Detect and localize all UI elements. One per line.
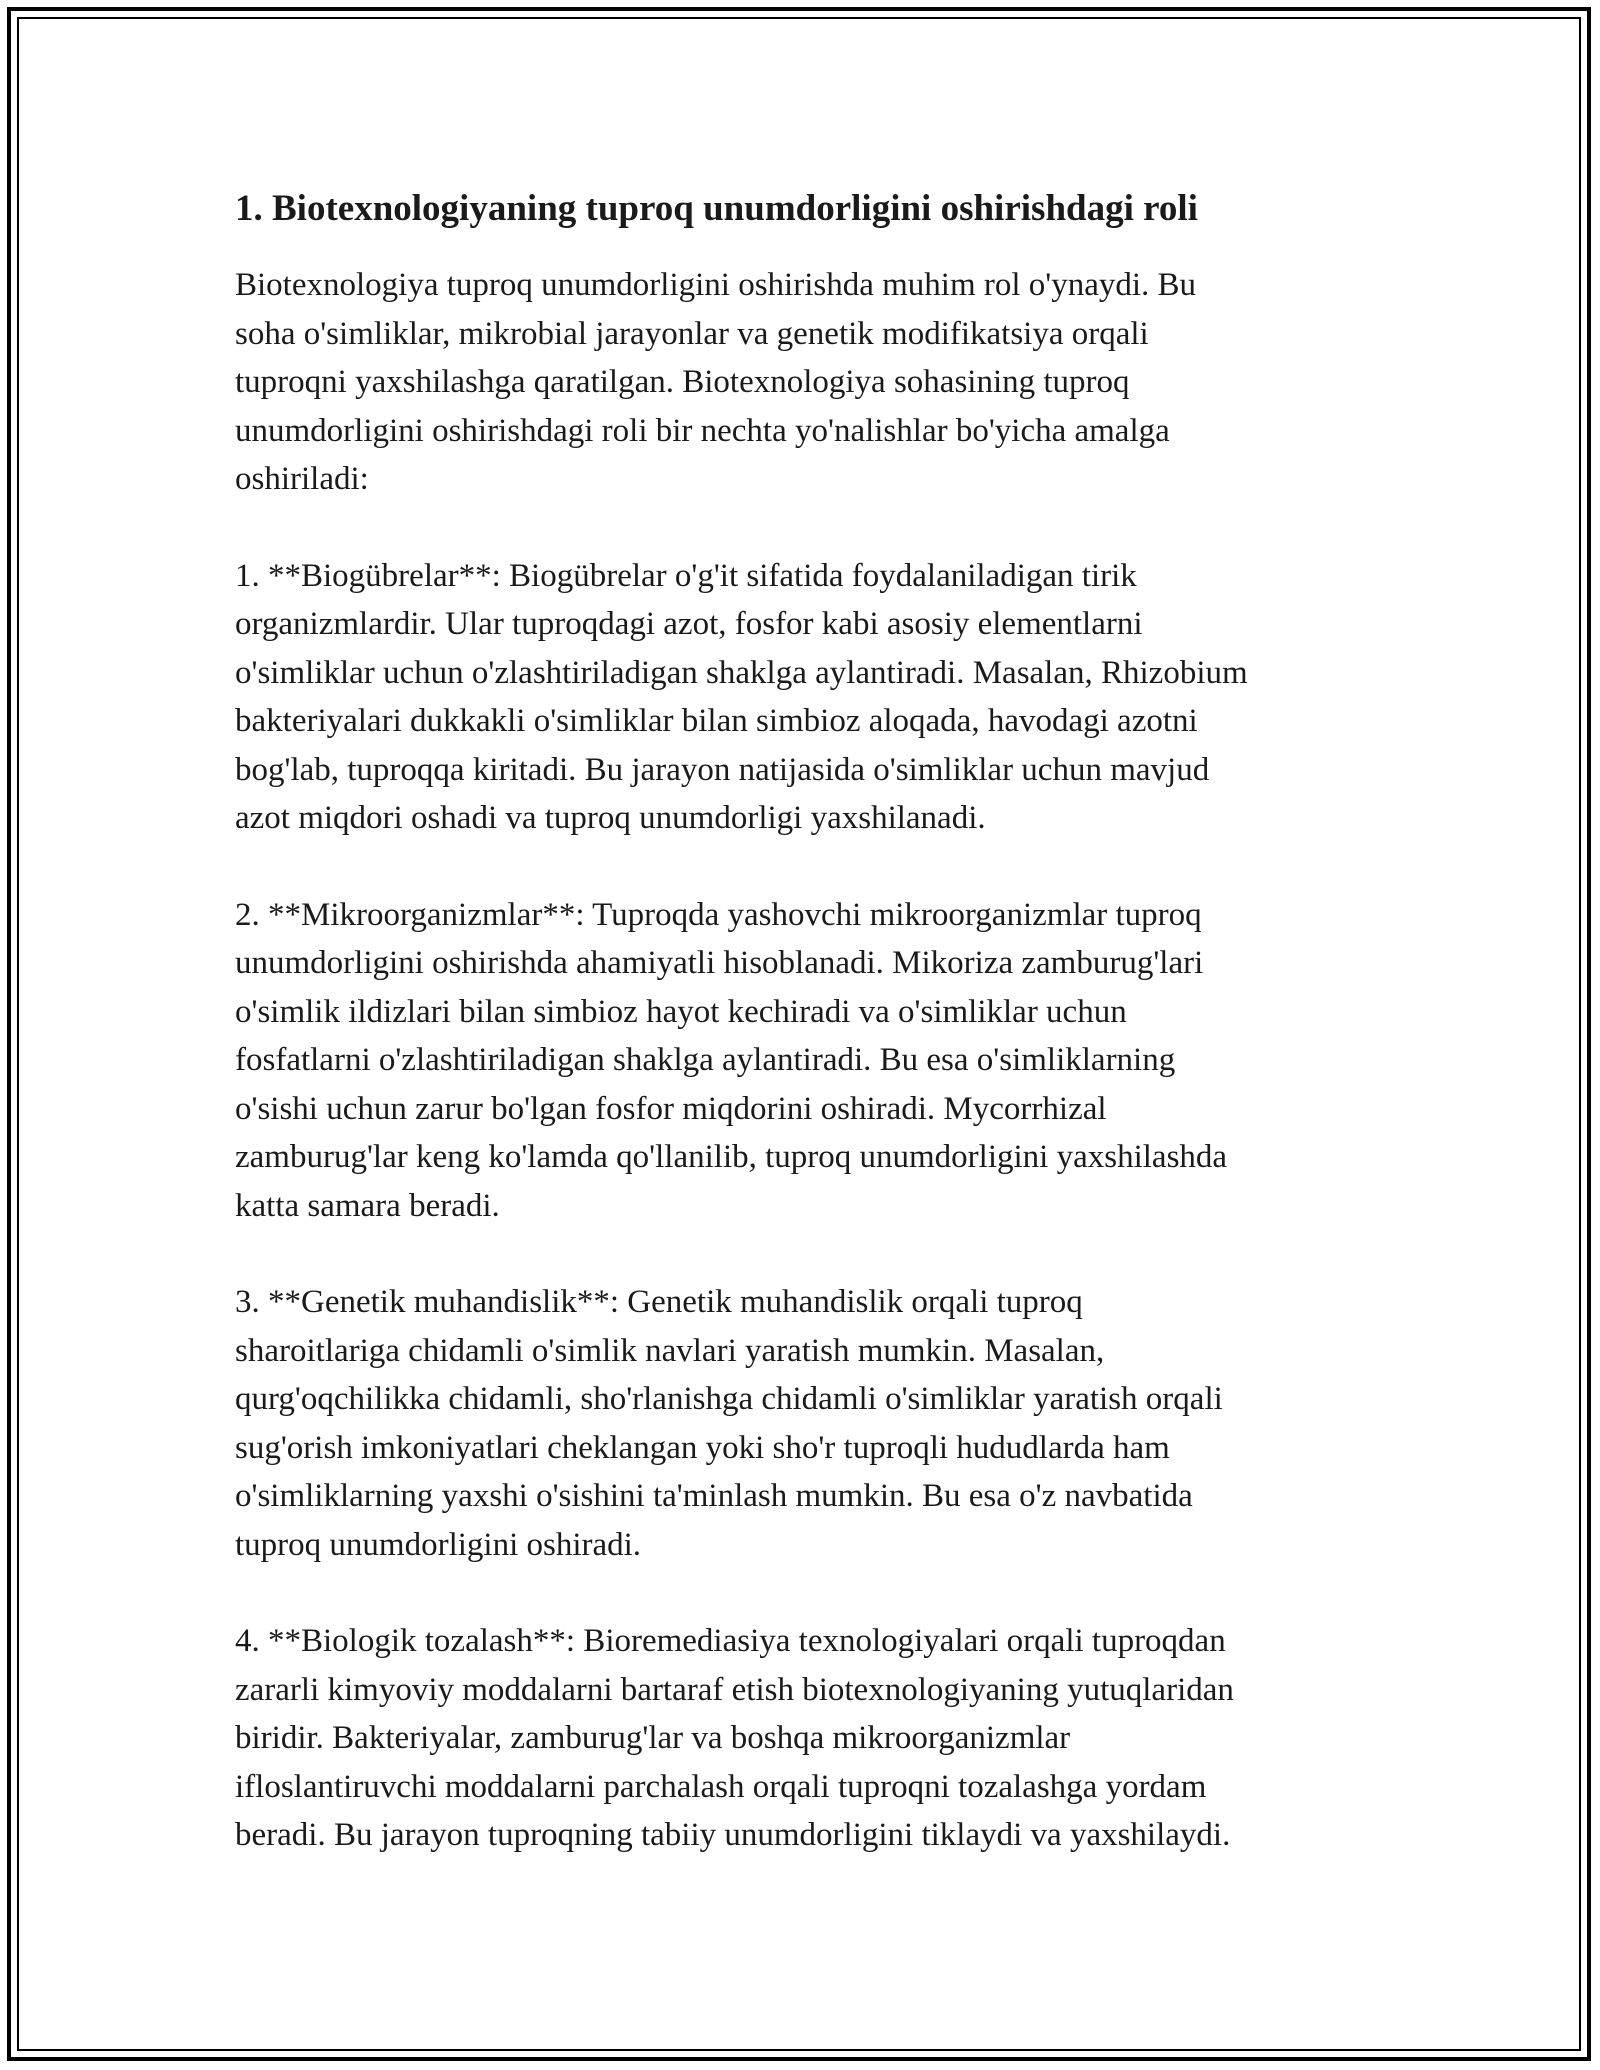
text-line: unumdorligini oshirishdagi roli bir nechta yo'nalishlar bo'yicha amalga <box>235 412 1170 449</box>
text-line: 1. **Biogübrelar**: Biogübrelar o'g'it sifatida foydalaniladigan tirik <box>235 557 1137 594</box>
text-line: unumdorligini oshirishda ahamiyatli hisoblanadi. Mikoriza zamburug'lari <box>235 945 1204 982</box>
text-line: bog'lab, tuproqqa kiritadi. Bu jarayon natijasida o'simliklar uchun mavjud <box>235 751 1210 788</box>
text-line: beradi. Bu jarayon tuproqning tabiiy unumdorligini tiklaydi va yaxshilaydi. <box>235 1817 1231 1854</box>
text-line: 2. **Mikroorganizmlar**: Tuproqda yashovchi mikroorganizmlar tuproq <box>235 896 1202 933</box>
text-line: 4. **Biologik tozalash**: Bioremediasiya texnologiyalari orqali tuproqdan <box>235 1623 1226 1660</box>
document-title: 1. Biotexnologiyaning tuproq unumdorligini oshirishdagi roli <box>235 188 1198 229</box>
list-item-genetik-muhandislik <box>235 1278 1370 1569</box>
text-line: sharoitlariga chidamli o'simlik navlari yaratish mumkin. Masalan, <box>235 1332 1105 1369</box>
text-line: biridir. Bakteriyalar, zamburug'lar va boshqa mikroorganizmlar <box>235 1720 1071 1757</box>
text-line: zararli kimyoviy moddalarni bartaraf etish biotexnologiyaning yutuqlaridan <box>235 1671 1234 1708</box>
text-line: tuproqni yaxshilashga qaratilgan. Biotexnologiya sohasining tuproq <box>235 364 1130 401</box>
text-line: azot miqdori oshadi va tuproq unumdorligi yaxshilanadi. <box>235 800 986 837</box>
text-line: Biotexnologiya tuproq unumdorligini oshirishda muhim rol o'ynaydi. Bu <box>235 267 1197 304</box>
list-item-mikroorganizmlar <box>235 891 1370 1231</box>
intro-paragraph <box>235 261 1370 504</box>
text-line: 3. **Genetik muhandislik**: Genetik muhandislik orqali tuproq <box>235 1284 1083 1321</box>
text-line: tuproq unumdorligini oshiradi. <box>235 1526 642 1563</box>
text-line: ifloslantiruvchi moddalarni parchalash orqali tuproqni tozalashga yordam <box>235 1768 1207 1805</box>
text-line: zamburug'lar keng ko'lamda qo'llanilib, tuproq unumdorligini yaxshilashda <box>235 1139 1228 1176</box>
text-line: o'simliklarning yaxshi o'sishini ta'minlash mumkin. Bu esa o'z navbatida <box>235 1478 1193 1515</box>
text-line: organizmlardir. Ular tuproqdagi azot, fosfor kabi asosiy elementlarni <box>235 606 1143 643</box>
text-line: oshiriladi: <box>235 461 369 498</box>
text-line: bakteriyalari dukkakli o'simliklar bilan simbioz aloqada, havodagi azotni <box>235 703 1198 740</box>
text-line: qurg'oqchilikka chidamli, sho'rlanishga chidamli o'simliklar yaratish orqali <box>235 1381 1223 1418</box>
text-line: o'simliklar uchun o'zlashtiriladigan shaklga aylantiradi. Masalan, Rhizobium <box>235 654 1248 691</box>
text-line: katta samara beradi. <box>235 1187 500 1224</box>
list-item-biologik-tozalash <box>235 1617 1370 1860</box>
text-line: fosfatlarni o'zlashtiriladigan shaklga aylantiradi. Bu esa o'simliklarning <box>235 1042 1176 1079</box>
text-line: sug'orish imkoniyatlari cheklangan yoki sho'r tuproqli hududlarda ham <box>235 1429 1170 1466</box>
list-item-biogubrelar <box>235 552 1370 843</box>
text-line: o'sishi uchun zarur bo'lgan fosfor miqdorini oshiradi. Mycorrhizal <box>235 1090 1107 1127</box>
text-line: o'simlik ildizlari bilan simbioz hayot kechiradi va o'simliklar uchun <box>235 993 1127 1030</box>
document-page <box>235 185 1370 1908</box>
text-line: soha o'simliklar, mikrobial jarayonlar va genetik modifikatsiya orqali <box>235 315 1149 352</box>
